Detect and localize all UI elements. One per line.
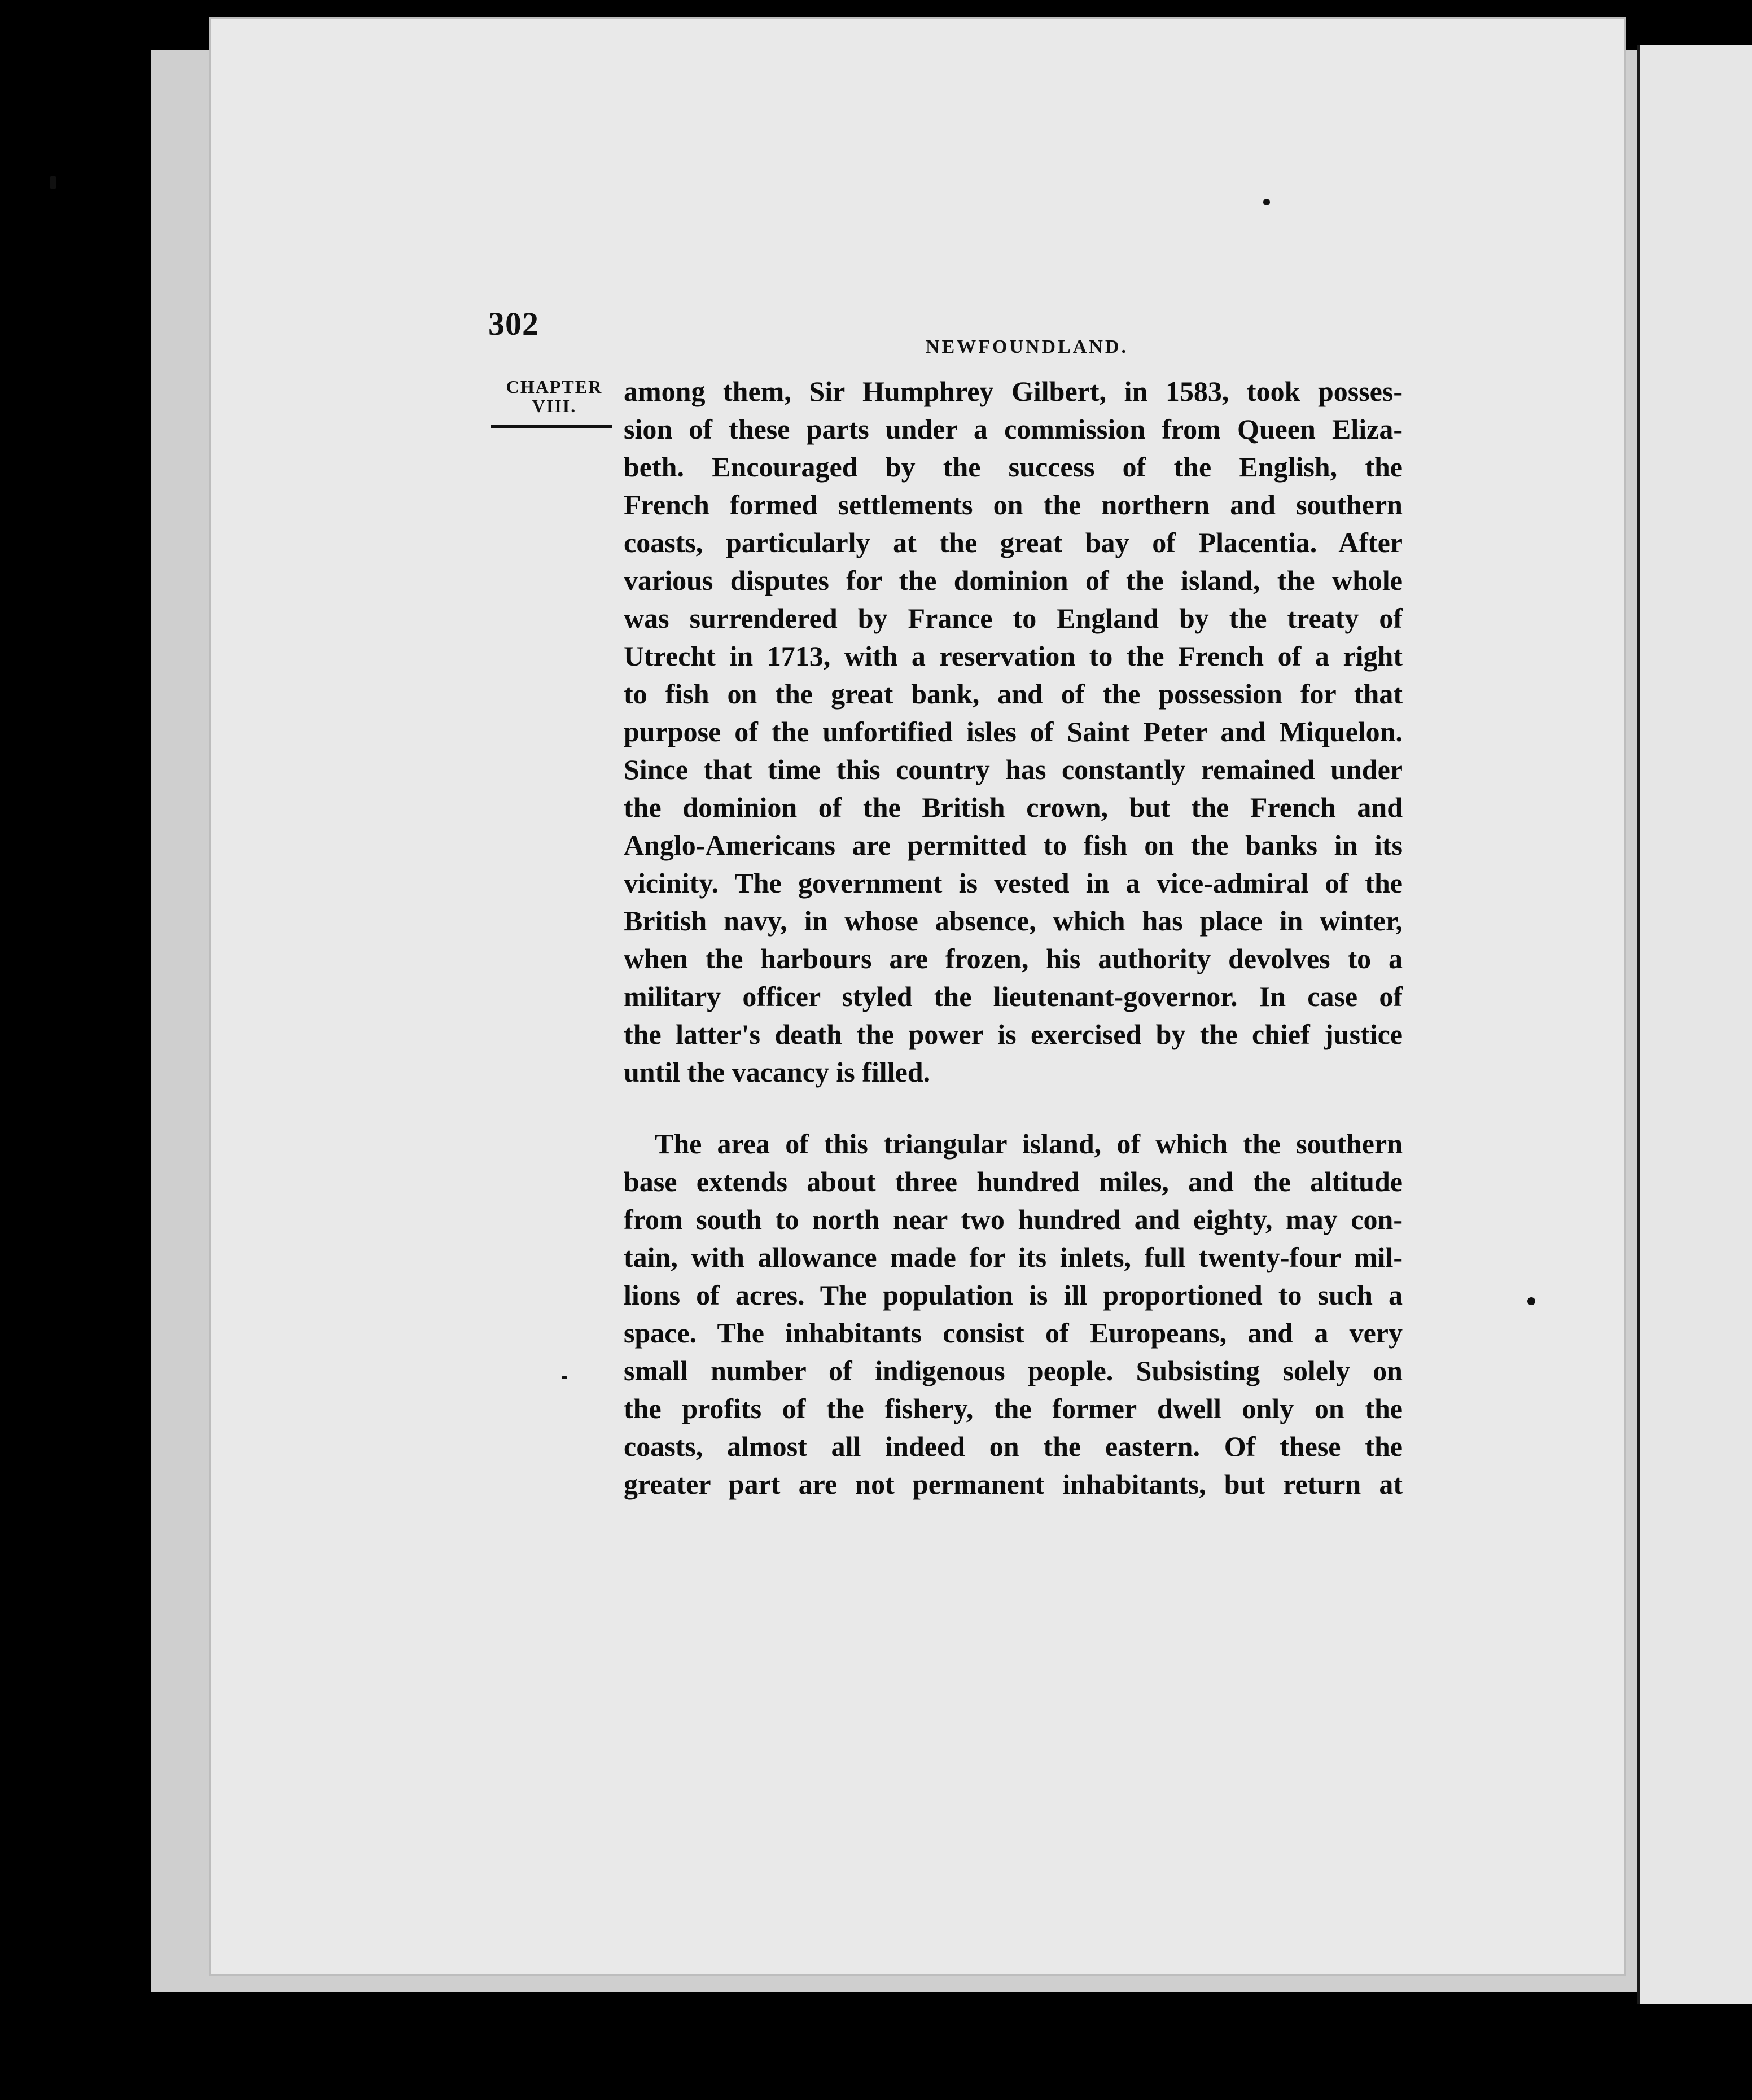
text-line: coasts, almost all indeed on the eastern. Of these the bbox=[624, 1430, 1403, 1462]
text-line: lions of acres. The population is ill proportioned to such a bbox=[624, 1279, 1403, 1311]
text-line: vicinity. The government is vested in a vice-admiral of the bbox=[624, 867, 1403, 899]
speck bbox=[1527, 1297, 1535, 1305]
page-number: 302 bbox=[488, 305, 539, 342]
text-line: beth. Encouraged by the success of the English, the bbox=[624, 451, 1403, 483]
paragraph-2 bbox=[624, 1125, 1403, 1503]
text-line: coasts, particularly at the great bay of Placentia. After bbox=[624, 527, 1403, 558]
text-line: tain, with allowance made for its inlets, full twenty-four mil- bbox=[624, 1241, 1403, 1273]
speck bbox=[562, 1376, 567, 1379]
text-line: greater part are not permanent inhabitants, but return at bbox=[624, 1468, 1403, 1500]
running-title: NEWFOUNDLAND. bbox=[926, 336, 1128, 357]
text-line: when the harbours are frozen, his authority devolves to a bbox=[624, 943, 1403, 974]
speck bbox=[1263, 199, 1270, 205]
text-line: to fish on the great bank, and of the possession for that bbox=[624, 678, 1403, 710]
text-line: French formed settlements on the northern and southern bbox=[624, 489, 1403, 520]
text-line: sion of these parts under a commission from Queen Eliza- bbox=[624, 413, 1403, 445]
text-line: small number of indigenous people. Subsisting solely on bbox=[624, 1355, 1403, 1386]
text-line: various disputes for the dominion of the island, the whole bbox=[624, 565, 1403, 596]
text-line: Anglo-Americans are permitted to fish on the banks in its bbox=[624, 829, 1403, 861]
chapter-margin-note bbox=[492, 377, 616, 415]
speck bbox=[50, 176, 56, 189]
text-line: purpose of the unfortified isles of Saint Peter and Miquelon. bbox=[624, 716, 1403, 747]
chapter-word: CHAPTER bbox=[506, 377, 603, 397]
body-text bbox=[624, 373, 1403, 1503]
text-line: the dominion of the British crown, but the French and bbox=[624, 791, 1403, 823]
text-line: space. The inhabitants consist of Europeans, and a very bbox=[624, 1317, 1403, 1349]
text-line: from south to north near two hundred and eighty, may con- bbox=[624, 1204, 1403, 1235]
text-line: the latter's death the power is exercised by the chief justice bbox=[624, 1018, 1403, 1050]
text-line: Since that time this country has constantly remained under bbox=[624, 754, 1403, 785]
text-line: British navy, in whose absence, which has place in winter, bbox=[624, 905, 1403, 937]
chapter-rule bbox=[491, 425, 612, 428]
text-line: The area of this triangular island, of which the southern bbox=[655, 1128, 1403, 1160]
chapter-number: VIII. bbox=[532, 396, 577, 416]
facing-page-edge bbox=[1637, 45, 1752, 2004]
text-line: the profits of the fishery, the former dwell only on the bbox=[624, 1393, 1403, 1424]
text-line: among them, Sir Humphrey Gilbert, in 1583, took posses- bbox=[624, 375, 1403, 407]
text-line: base extends about three hundred miles, and the altitude bbox=[624, 1166, 1403, 1197]
text-line: was surrendered by France to England by the treaty of bbox=[624, 602, 1403, 634]
text-line: until the vacancy is filled. bbox=[624, 1056, 931, 1088]
text-line: Utrecht in 1713, with a reservation to the French of a right bbox=[624, 640, 1403, 672]
paragraph-1 bbox=[624, 373, 1403, 1091]
text-line: military officer styled the lieutenant-governor. In case of bbox=[624, 981, 1403, 1012]
